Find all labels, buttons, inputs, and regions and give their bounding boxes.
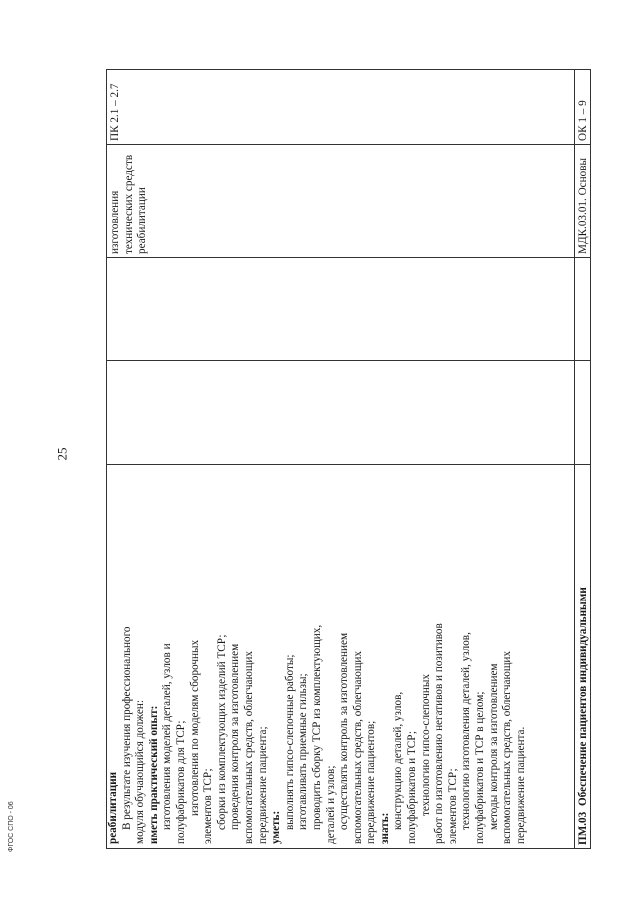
competency-line: проведения контроля за изготовлением — [229, 643, 242, 830]
competency-text-cell — [107, 472, 528, 844]
competency-line: вспомогательных средств, облегчающих — [242, 650, 255, 844]
competency-line: методы контроля за изготовлением — [487, 663, 500, 830]
competency-line: полуфабрикатов для ТСР; — [174, 720, 187, 844]
footer-code: ФГОС СПО - 06 — [8, 801, 15, 852]
competency-line: элементов ТСР; — [446, 768, 459, 844]
competency-line: изготавливать приемные гильзы; — [297, 673, 310, 830]
competency-line: технологию изготовления деталей, узлов, — [460, 632, 473, 830]
competency-line: передвижение пациента. — [514, 726, 527, 844]
module-row — [575, 68, 592, 848]
competency-line: осуществлять контроль за изготовлением — [338, 632, 351, 830]
competency-line: деталей и узлов; — [324, 765, 337, 844]
discipline-line: реабилитации — [136, 187, 149, 254]
competency-line: вспомогательных средств, облегчающих — [501, 650, 514, 844]
curriculum-table — [106, 69, 591, 849]
page-number: 25 — [54, 447, 70, 461]
competency-line: иметь практический опыт: — [147, 705, 160, 844]
column-divider — [107, 257, 590, 258]
competency-line: знать: — [378, 812, 391, 844]
rotated-page-content — [106, 69, 591, 849]
column-divider — [107, 360, 590, 361]
competency-line: модуля обучающийся должен: — [134, 700, 147, 844]
competency-line: передвижение пациента; — [256, 726, 269, 844]
competency-line: уметь: — [270, 810, 283, 844]
discipline-line: изготовления — [109, 190, 121, 254]
competency-line: конструкцию деталей, узлов, — [392, 691, 405, 830]
competency-line: сборки из комплектующих изделий ТСР; — [215, 634, 228, 830]
competency-line: изготовления моделей деталей, узлов и — [161, 643, 174, 830]
competency-line: полуфабрикатов и ТСР в целом; — [474, 691, 487, 844]
column-divider — [107, 464, 590, 465]
competency-line: выполнять гипсо-слепочные работы; — [283, 654, 296, 830]
discipline-text-cell — [109, 146, 150, 254]
competency-line: работ по изготовлению негативов и позитивов — [433, 623, 446, 844]
competency-line: изготовления по моделям сборочных — [188, 639, 201, 816]
ok-code: ОК 1 – 9 — [577, 100, 589, 141]
mdk-title: МДК.03.01. Основы — [577, 157, 589, 254]
column-divider — [107, 144, 590, 145]
competency-line: технологию гипсо-слепочных — [419, 673, 432, 816]
discipline-line: технических средств — [122, 154, 135, 254]
competency-line: вспомогательных средств, облегчающих — [351, 650, 364, 844]
competency-line: передвижение пациентов; — [365, 720, 378, 844]
competency-line: реабилитации — [107, 771, 119, 844]
competency-line: В результате изучения профессионального — [120, 626, 133, 830]
competency-line: проводить сборку ТСР из комплектующих, — [310, 624, 323, 830]
competency-line: элементов ТСР; — [202, 768, 215, 844]
module-title: Обеспечение пациентов индивидуальными — [577, 587, 589, 806]
competencies-code: ПК 2.1 – 2.7 — [109, 83, 121, 141]
module-code: ПМ.03 — [577, 811, 589, 845]
competency-line: полуфабрикатов и ТСР; — [406, 731, 419, 844]
